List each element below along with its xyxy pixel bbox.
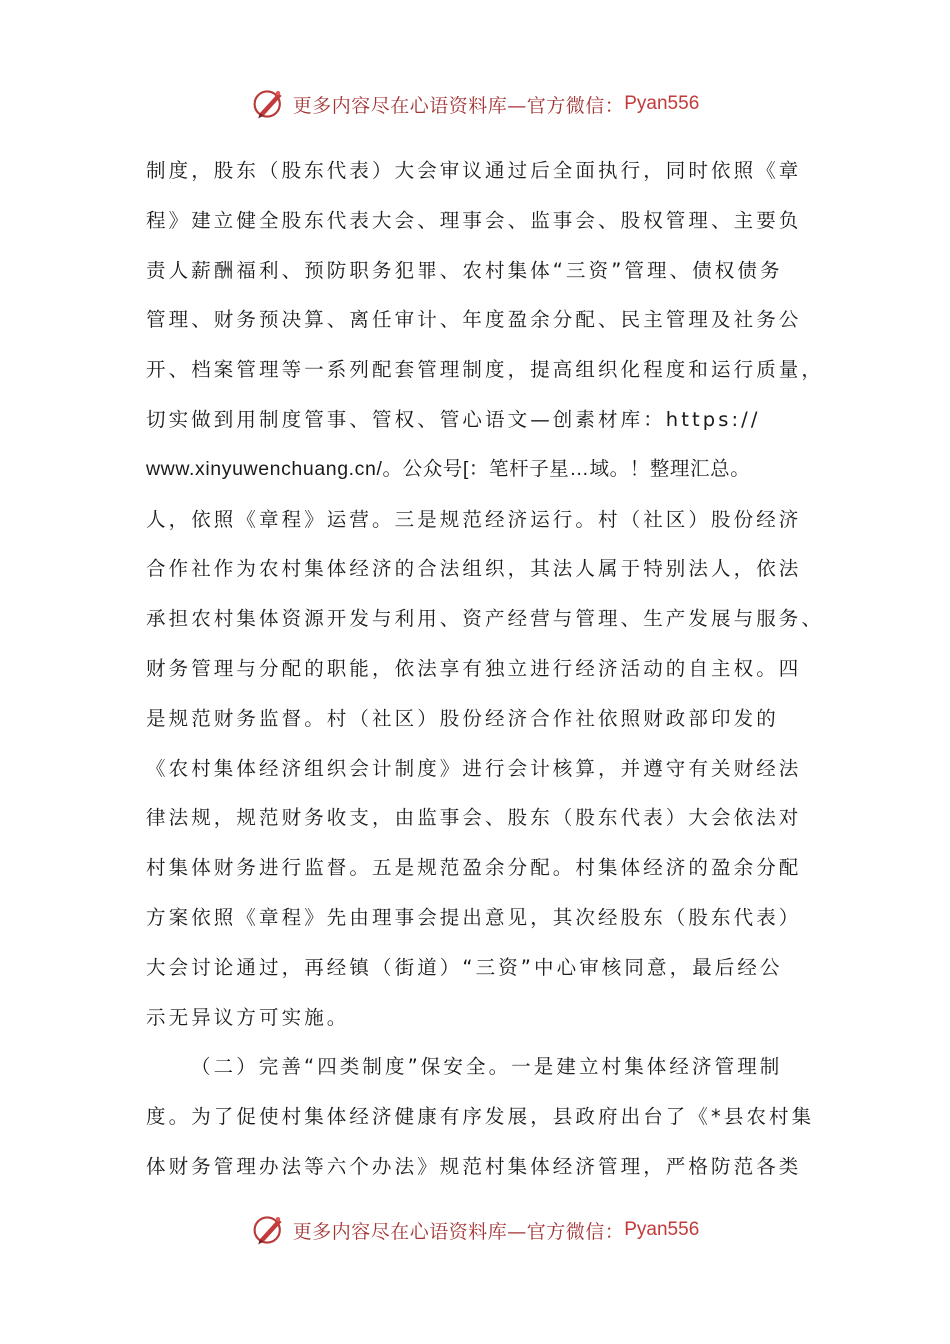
body-line: 承担农村集体资源开发与利用、资产经营与管理、生产发展与服务、 [146, 607, 825, 631]
body-line: 体财务管理办法等六个办法》规范村集体经济管理，严格防范各类 [146, 1154, 802, 1178]
body-line: 律法规，规范财务收支，由监事会、股东（股东代表）大会依法对 [146, 806, 802, 830]
header-banner [0, 82, 950, 126]
body-line: 是规范财务监督。村（社区）股份经济合作社依照财政部印发的 [146, 706, 779, 730]
section-heading-line: （二）完善“四类制度”保安全。一是建立村集体经济管理制 [191, 1055, 783, 1079]
body-line: 人，依照《章程》运营。三是规范经济运行。村（社区）股份经济 [146, 507, 802, 531]
banner-text: 更多内容尽在心语资料库—官方微信： [292, 1220, 625, 1243]
body-line: 度。为了促使村集体经济健康有序发展，县政府出台了《*县农村集 [146, 1105, 815, 1129]
pen-logo-icon [251, 1212, 287, 1248]
banner-text: 更多内容尽在心语资料库—官方微信： [292, 94, 625, 117]
pen-logo-icon [251, 86, 287, 122]
body-line: 财务管理与分配的职能，依法享有独立进行经济活动的自主权。四 [146, 656, 802, 680]
footer-banner [0, 1208, 950, 1252]
body-line: 程》建立健全股东代表大会、理事会、监事会、股权管理、主要负 [146, 208, 802, 232]
body-line: 大会讨论通过，再经镇（街道）“三资”中心审核同意，最后经公 [146, 955, 783, 979]
body-line: 制度，股东（股东代表）大会审议通过后全面执行，同时依照《章 [146, 159, 802, 182]
body-line: 示无异议方可实施。 [146, 1005, 350, 1029]
body-line: 责人薪酬福利、预防职务犯罪、农村集体“三资”管理、债权债务 [146, 258, 783, 282]
body-line: 《农村集体经济组织会计制度》进行会计核算，并遵守有关财经法 [146, 756, 802, 780]
body-line: www.xinyuwenchuang.cn/。公众号[：笔杆子星…域。！整理汇总。 [146, 457, 751, 480]
body-line: 村集体财务进行监督。五是规范盈余分配。村集体经济的盈余分配 [146, 856, 802, 880]
banner-wechat-id: Pyan556 [624, 93, 700, 114]
body-line: 开、档案管理等一系列配套管理制度，提高组织化程度和运行质量， [146, 358, 825, 382]
body-line: 合作社作为农村集体经济的合法组织，其法人属于特别法人，依法 [146, 557, 802, 581]
document-body [146, 146, 825, 1192]
body-line: 管理、财务预决算、离任审计、年度盈余分配、民主管理及社务公 [146, 308, 802, 332]
body-line: 方案依照《章程》先由理事会提出意见，其次经股东（股东代表） [146, 905, 802, 929]
banner-wechat-id: Pyan556 [624, 1219, 700, 1240]
body-line: 切实做到用制度管事、管权、管心语文—创素材库：https:// [146, 407, 761, 431]
